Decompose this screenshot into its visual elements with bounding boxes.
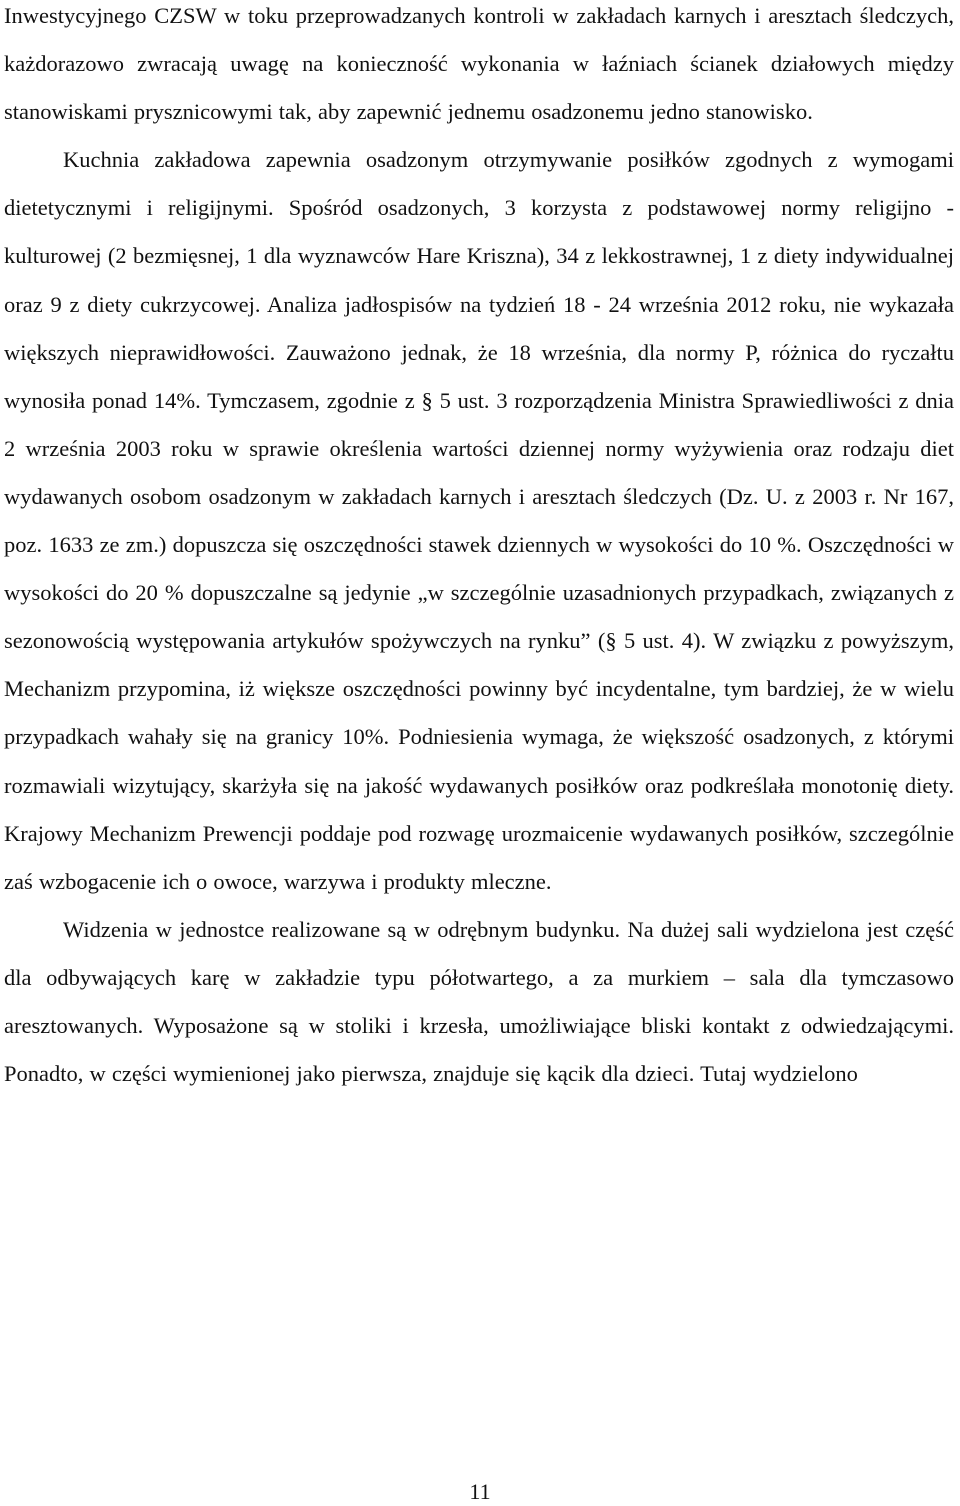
paragraph-kitchen: Kuchnia zakładowa zapewnia osadzonym otrzymywanie posiłków zgodnych z wymogami dietetycznymi i religijnymi. Spośród osadzonych, 3 korzysta z podstawowej normy religijno - kulturowej (2 bezmięsnej, 1 dla wyznawców Hare Kriszna), 34 z lekkostrawnej, 1 z diety indywidualnej oraz 9 z diety cukrzycowej. Analiza jadłospisów na tydzień 18 - 24 września 2012 roku, nie wykazała większych nieprawidłowości. Zauważono jednak, że 18 września, dla normy P, różnica do ryczałtu wynosiła ponad 14%. Tymczasem, zgodnie z § 5 ust. 3 rozporządzenia Ministra Sprawiedliwości z dnia 2 września 2003 roku w sprawie określenia wartości dziennej normy wyżywienia oraz rodzaju diet wydawanych osobom osadzonym w zakładach karnych i aresztach śledczych (Dz. U. z 2003 r. Nr 167, poz. 1633 ze zm.) dopuszcza się oszczędności stawek dziennych w wysokości do 10 %. Oszczędności w wysokości do 20 % dopuszczalne są jedynie „w szczególnie uzasadnionych przypadkach, związanych z sezonowością występowania artykułów spożywczych na rynku” (§ 5 ust. 4). W związku z powyższym, Mechanizm przypomina, iż większe oszczędności powinny być incydentalne, tym bardziej, że w wielu przypadkach wahały się na granicy 10%. Podniesienia wymaga, że większość osadzonych, z którymi rozmawiali wizytujący, skarżyła się na jakość wydawanych posiłków oraz podkreślała monotonię diety. Krajowy Mechanizm Prewencji poddaje pod rozwagę urozmaicenie wydawanych posiłków, szczególnie zaś wzbogacenie ich o owoce, warzywa i produkty mleczne. [4, 147, 954, 894]
page-number: 11 [469, 1479, 491, 1504]
page-body [4, 0, 954, 1098]
paragraph-visits: Widzenia w jednostce realizowane są w odrębnym budynku. Na dużej sali wydzielona jest część dla odbywających karę w zakładzie typu półotwartego, a za murkiem – sala dla tymczasowo aresztowanych. Wyposażone są w stoliki i krzesła, umożliwiające bliski kontakt z odwiedzającymi. Ponadto, w części wymienionej jako pierwsza, znajduje się kącik dla dzieci. Tutaj wydzielono [4, 916, 954, 1087]
paragraph-showers: Inwestycyjnego CZSW w toku przeprowadzanych kontroli w zakładach karnych i aresztach śledczych, każdorazowo zwracają uwagę na konieczność wykonania w łaźniach ścianek działowych między stanowiskami prysznicowymi tak, aby zapewnić jednemu osadzonemu jedno stanowisko. [4, 3, 954, 125]
